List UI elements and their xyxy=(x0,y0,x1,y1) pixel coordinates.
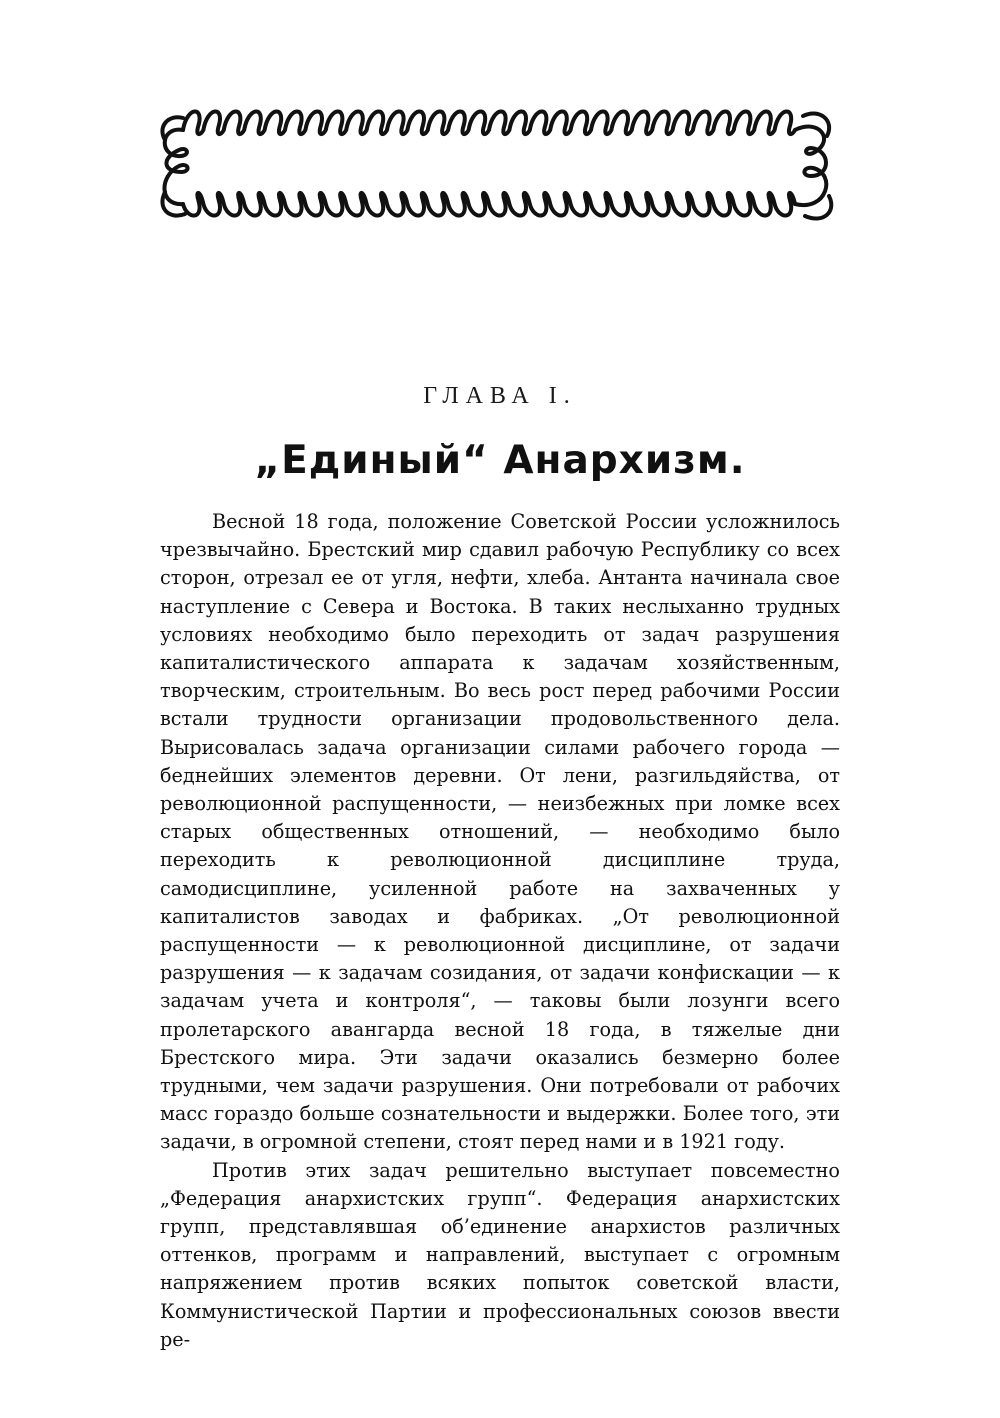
ornament-right-curls xyxy=(795,127,826,206)
paragraph-1: Весной 18 года, положение Советской России усложнилось чрезвычайно. Брестский мир сдавил рабочую Республику со всех сторон, отрезал ее от угля, нефти, хлеба. Антанта начинала свое наступление с Севера и Востока. В таких неслыханно трудных условиях необходимо было переходить от задач разрушения капиталистического аппарата к задачам хозяйственным, творческим, строительным. Во весь рост перед рабочими России встали трудности организации продовольственного дела. Вырисовалась задача организации силами рабочего города — беднейших элементов деревни. От лени, разгильдяйства, от революционной распущенности, — неизбежных при ломке всех старых общественных отношений, — необходимо было переходить к революционной дисциплине труда, самодисциплине, усиленной работе на захваченных у капиталистов заводах и фабриках. „От революционной распущенности — к революционной дисциплине, от задачи разрушения — к задачам созидания, от задачи конфискации — к задачам учета и контроля“, — таковы были лозунги всего пролетарского авангарда весной 18 года, в тяжелые дни Брестского мира. Эти задачи оказались безмерно более трудными, чем задачи разрушения. Они потребовали от рабочих масс гораздо больше сознательности и выдержки. Более того, эти задачи, в огромной степени, стоят перед нами и в 1921 году. xyxy=(160,510,840,1154)
chapter-title: „Единый“ Анархизм. xyxy=(254,438,746,483)
body-text xyxy=(160,508,840,1354)
ornament-bottom-loops xyxy=(183,193,795,216)
paragraph-2: Против этих задач решительно выступает повсеместно „Федерация анархистских групп“. Федерация анархистских групп, представлявшая об’единение анархистов различных оттенков, программ и направлений, выступает с огромным напряжением против всяких попыток советской власти, Коммунистической Партии и профессиональных союзов ввести ре- xyxy=(160,1158,840,1351)
chapter-label: ГЛАВА I. xyxy=(423,383,577,409)
ornament-left-curls xyxy=(164,130,187,204)
decorative-border-ornament xyxy=(155,96,840,228)
ornament-top-loops xyxy=(183,111,795,134)
